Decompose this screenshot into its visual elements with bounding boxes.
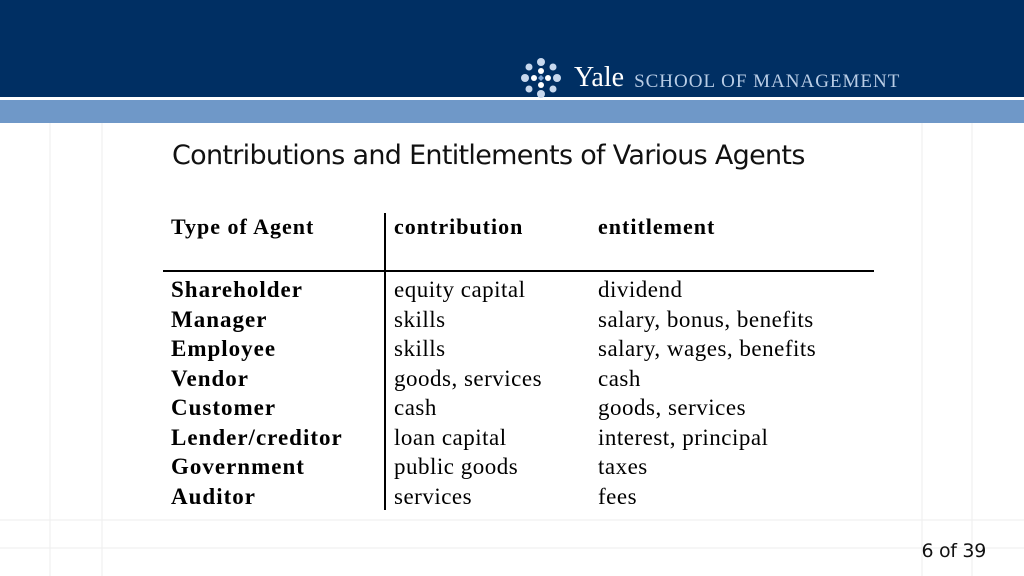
entitlement-cell: fees — [598, 483, 638, 509]
contribution-cell: skills — [394, 306, 446, 332]
agent-cell: Vendor — [171, 365, 249, 391]
table-row — [0, 275, 1024, 305]
agent-cell: Manager — [171, 306, 268, 332]
agent-cell: Customer — [171, 395, 277, 420]
column-header-entitlement: entitlement — [598, 214, 716, 239]
contribution-cell: loan capital — [394, 424, 507, 450]
table-row — [0, 393, 1024, 423]
page-number: 6 of 39 — [921, 540, 986, 562]
table-row — [0, 452, 1024, 482]
agent-cell: Employee — [171, 336, 277, 361]
table-row — [0, 364, 1024, 394]
table-header-divider — [163, 270, 874, 272]
logo-subtitle: SCHOOL OF MANAGEMENT — [634, 70, 901, 92]
header-stripe — [0, 100, 1024, 123]
table-row — [0, 423, 1024, 453]
agent-cell: Auditor — [171, 483, 256, 509]
entitlement-cell: dividend — [598, 277, 683, 302]
contribution-cell: services — [394, 483, 473, 509]
yale-som-logo — [520, 56, 900, 100]
slide-title: Contributions and Entitlements of Various Agents — [172, 140, 805, 171]
yale-som-emblem-icon — [520, 57, 562, 99]
column-header-contribution: contribution — [394, 214, 524, 239]
entitlement-cell: taxes — [598, 454, 648, 479]
contribution-cell: goods, services — [394, 365, 543, 391]
entitlement-cell: salary, bonus, benefits — [598, 306, 814, 332]
column-header-agent: Type of Agent — [171, 214, 315, 239]
contribution-cell: equity capital — [394, 277, 526, 302]
entitlement-cell: interest, principal — [598, 424, 769, 450]
logo-wordmark: Yale — [574, 62, 625, 93]
agent-cell: Shareholder — [171, 277, 303, 302]
contribution-cell: cash — [394, 395, 437, 420]
entitlement-cell: cash — [598, 365, 641, 391]
agent-cell: Lender/creditor — [171, 424, 343, 450]
contribution-cell: public goods — [394, 454, 519, 479]
table-row — [0, 305, 1024, 335]
table-body — [0, 275, 1024, 511]
agent-cell: Government — [171, 454, 305, 479]
entitlement-cell: goods, services — [598, 395, 747, 420]
table-row — [0, 482, 1024, 512]
table-row — [0, 334, 1024, 364]
contribution-cell: skills — [394, 336, 446, 361]
entitlement-cell: salary, wages, benefits — [598, 336, 817, 361]
